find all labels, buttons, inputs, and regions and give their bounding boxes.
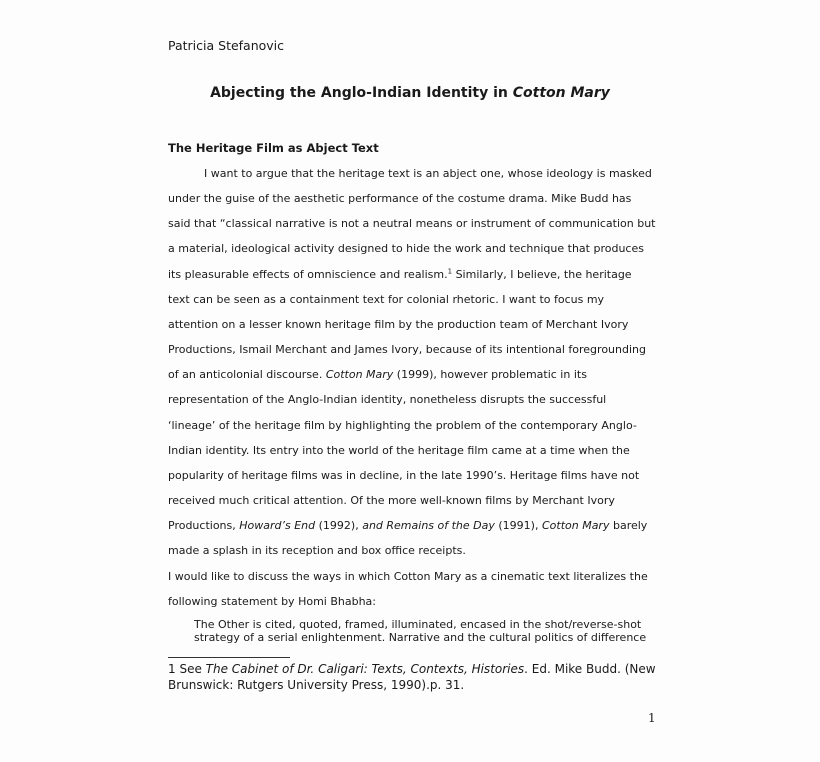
footnote-divider bbox=[168, 657, 290, 658]
footnote-text: . Ed. Mike Budd. (New bbox=[524, 662, 656, 676]
quote-line: strategy of a serial enlightenment. Narrative and the cultural politics of difference bbox=[194, 630, 647, 644]
film-title: Cotton Mary bbox=[541, 519, 610, 533]
author-name: Patricia Stefanovic bbox=[168, 38, 285, 53]
footnote-text: See bbox=[175, 662, 206, 676]
paragraph-1 bbox=[168, 161, 656, 564]
paragraph-text: Similarly, I believe, the heritage text can be seen as a containment text for colonial rhetoric. I want to focus my attention on a lesser known heritage film by the production team of Merchant Ivory Productions, Ismail Merchant and James Ivory, because of its intentional foregrounding of an anticolonial discourse. bbox=[168, 267, 646, 382]
body-text bbox=[168, 161, 656, 614]
page-title bbox=[0, 85, 820, 101]
film-title: Cotton Mary bbox=[325, 368, 394, 382]
section-heading: The Heritage Film as Abject Text bbox=[168, 141, 379, 155]
paragraph-text: barely made a splash in its reception and box office receipts. bbox=[168, 519, 648, 558]
title-text: Abjecting the Anglo-Indian Identity in bbox=[210, 85, 513, 101]
footnote bbox=[168, 661, 668, 693]
paragraph-text: (1999), however problematic in its representation of the Anglo-Indian identity, nonetheless disrupts the successful ‘lineage’ of the heritage film by highlighting the problem of the contemporary Anglo-Indian identity. Its entry into the world of the heritage film came at a time when the popularity of heritage films was in decline, in the late 1990’s. Heritage films have not received much critical attention. Of the more well-known films by Merchant Ivory Productions, bbox=[168, 368, 640, 533]
paragraph-text: (1991), bbox=[494, 519, 542, 533]
footnote-book-title: The Cabinet of Dr. Caligari: Texts, Contexts, Histories bbox=[205, 662, 525, 676]
paragraph-text: (1992), bbox=[315, 519, 363, 533]
film-title: Howard’s End bbox=[239, 519, 316, 533]
footnote-marker: 1 bbox=[168, 662, 176, 676]
footnote-reference: 1 bbox=[447, 266, 453, 275]
page-number: 1 bbox=[648, 711, 656, 725]
title-film-name: Cotton Mary bbox=[512, 85, 610, 101]
paragraph-text: I want to argue that the heritage text is an abject one, whose ideology is masked under the guise of the aesthetic performance of the costume drama. Mike Budd has said that “classical narrative is not a neutral means or instrument of communication but a material, ideological activity designed to hide the work and technique that produces its pleasurable effects of omniscience and realism. bbox=[168, 167, 656, 281]
footnote-line: Brunswick: Rutgers University Press, 1990).p. 31. bbox=[168, 678, 465, 692]
footnote-line bbox=[168, 661, 668, 677]
quote-line: The Other is cited, quoted, framed, illuminated, encased in the shot/reverse-shot bbox=[194, 618, 642, 631]
paragraph-2: I would like to discuss the ways in which Cotton Mary as a cinematic text literalizes the following statement by Homi Bhabha: bbox=[168, 569, 648, 608]
block-quote bbox=[194, 619, 654, 644]
film-title: and Remains of the Day bbox=[362, 519, 495, 533]
